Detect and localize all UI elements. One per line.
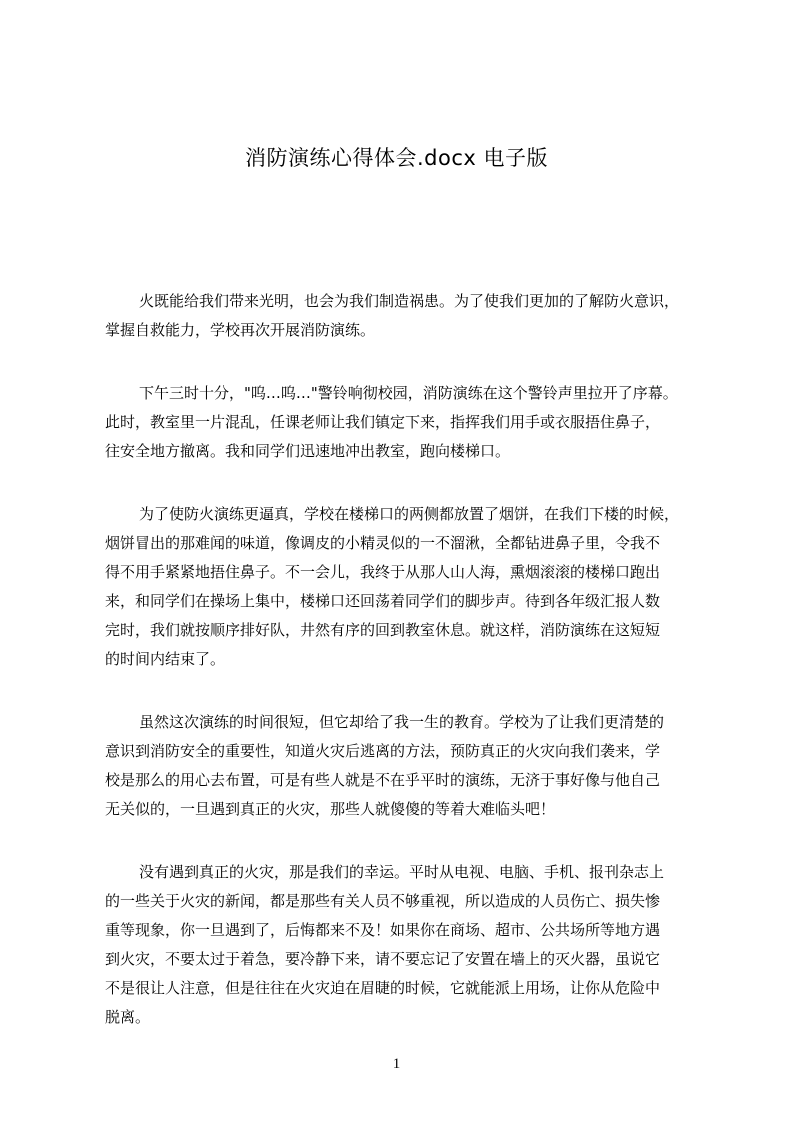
paragraph-line: 完时，我们就按顺序排好队，井然有序的回到教室休息。就这样，消防演练在这短短 <box>105 621 661 639</box>
paragraph-line: 重等现象，你一旦遇到了，后悔都来不及！如果你在商场、超市、公共场所等地方遇 <box>105 921 661 939</box>
paragraph-line: 得不用手紧紧地捂住鼻子。不一会儿，我终于从那人山人海，熏烟滚滚的楼梯口跑出 <box>105 563 661 581</box>
paragraph-line: 到火灾，不要太过于着急，要冷静下来，请不要忘记了安置在墙上的灭火器，虽说它 <box>105 950 661 968</box>
paragraph-line: 此时，教室里一片混乱，任课老师让我们镇定下来，指挥我们用手或衣服捂住鼻子， <box>105 413 661 431</box>
paragraph <box>105 500 725 674</box>
paragraph-line: 无关似的，一旦遇到真正的火灾，那些人就傻傻的等着大难临头吧！ <box>105 800 556 818</box>
paragraph-line: 火既能给我们带来光明，也会为我们制造祸患。为了使我们更加的了解防火意识， <box>139 292 680 310</box>
paragraph-line: 不是很让人注意，但是往往在火灾迫在眉睫的时候，它就能派上用场，让你从危险中 <box>105 979 661 997</box>
paragraph <box>105 287 725 345</box>
paragraph <box>105 379 725 466</box>
paragraph <box>105 858 725 1032</box>
paragraph-line: 意识到消防安全的重要性，知道火灾后逃离的方法，预防真正的火灾向我们袭来，学 <box>105 742 661 760</box>
paragraph-line: 掌握自救能力，学校再次开展消防演练。 <box>105 321 376 339</box>
page-number: 1 <box>392 1056 401 1072</box>
paragraph-line: 校是那么的用心去布置，可是有些人就是不在乎平时的演练，无济于事好像与他自己 <box>105 771 661 789</box>
paragraph-line: 往安全地方撤离。我和同学们迅速地冲出教室，跑向楼梯口。 <box>105 442 511 460</box>
paragraph-line: 的时间内结束了。 <box>105 650 226 668</box>
paragraph-line: 下午三时十分，"呜…呜…"警铃响彻校园，消防演练在这个警铃声里拉开了序幕。 <box>139 384 678 402</box>
paragraph-line: 来，和同学们在操场上集中，楼梯口还回荡着同学们的脚步声。待到各年级汇报人数 <box>105 592 661 610</box>
paragraph-line: 为了使防火演练更逼真，学校在楼梯口的两侧都放置了烟饼，在我们下楼的时候， <box>139 505 680 523</box>
paragraph-line: 的一些关于火灾的新闻，都是那些有关人员不够重视，所以造成的人员伤亡、损失惨 <box>105 892 661 910</box>
paragraph-line: 没有遇到真正的火灾，那是我们的幸运。平时从电视、电脑、手机、报刊杂志上 <box>139 863 665 881</box>
document-title: 消防演练心得体会.docx 电子版 <box>244 146 548 170</box>
paragraph <box>105 708 725 824</box>
paragraph-line: 烟饼冒出的那难闻的味道，像调皮的小精灵似的一不溜湫，全都钻进鼻子里，令我不 <box>105 534 661 552</box>
paragraph-line: 虽然这次演练的时间很短，但它却给了我一生的教育。学校为了让我们更清楚的 <box>139 713 665 731</box>
document-body <box>105 287 725 1066</box>
paragraph-line: 脱离。 <box>105 1008 151 1026</box>
